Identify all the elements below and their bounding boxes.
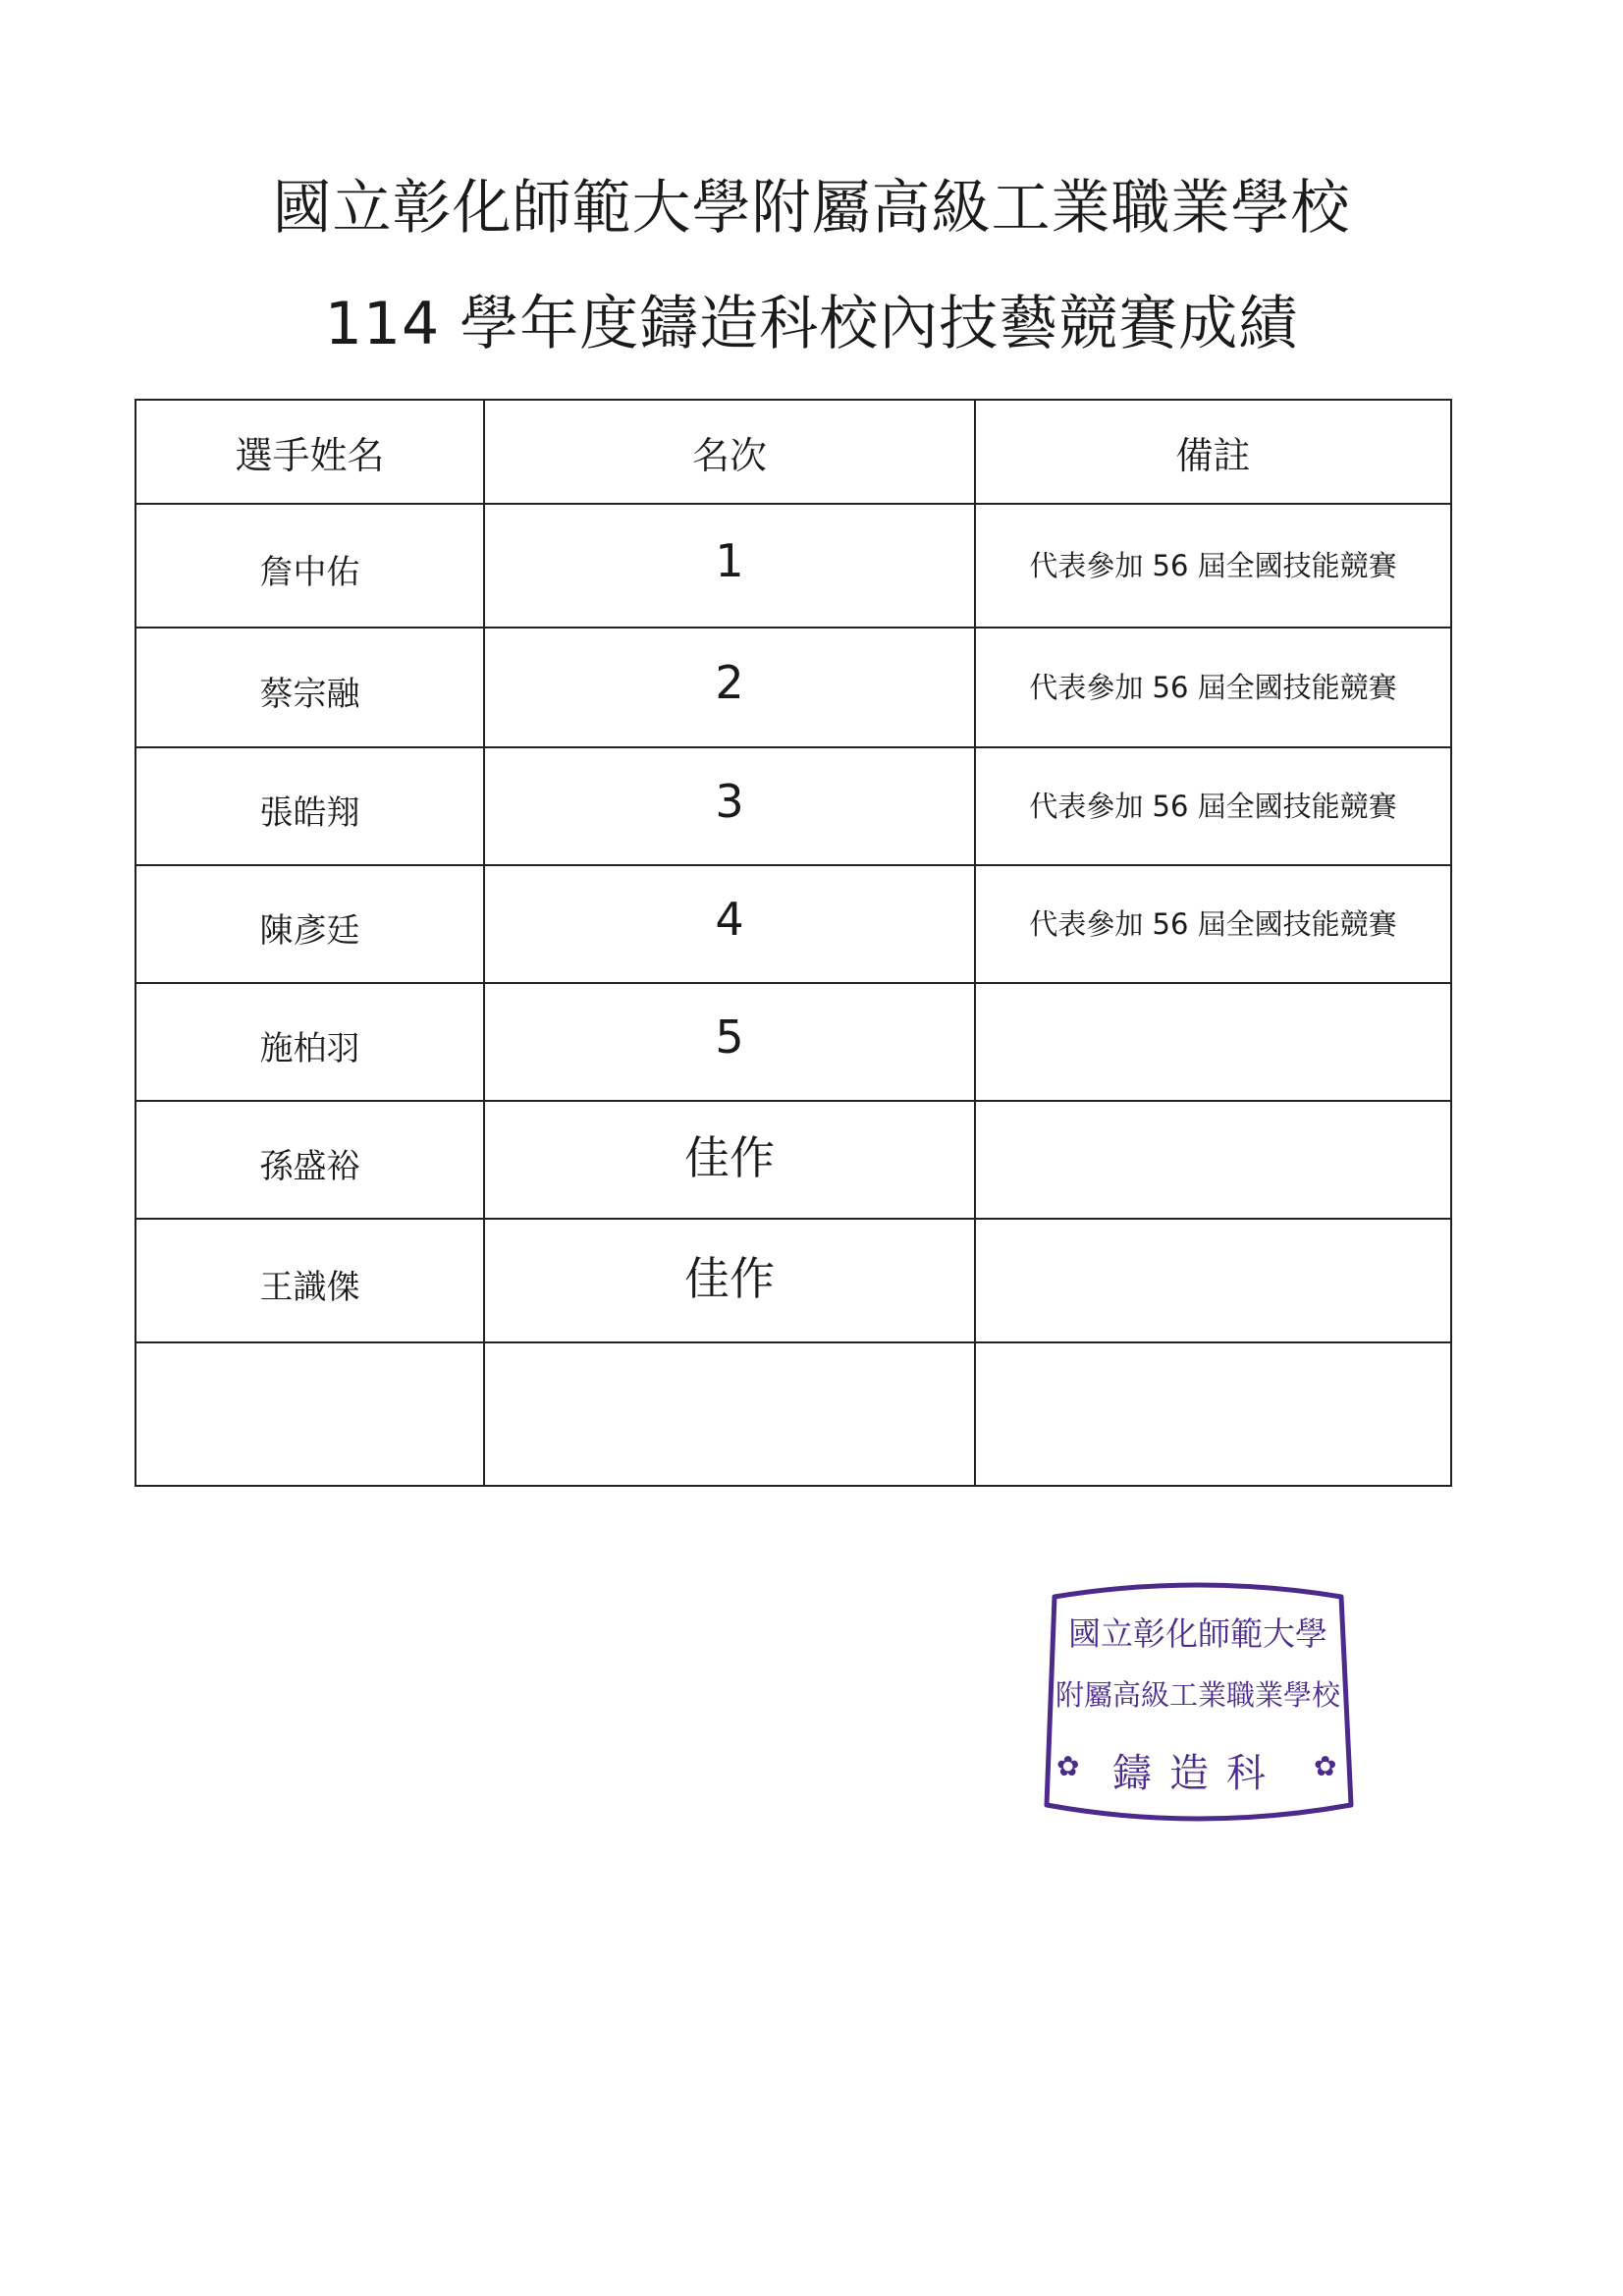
table-row [135,983,1451,1101]
player-rank [484,1342,975,1486]
document-subtitle: 114 學年度鑄造科校內技藝競賽成績 [324,290,1299,358]
seal-text-line-1: 國立彰化師範大學 [1068,1614,1327,1653]
player-note: 代表參加 56 屆全國技能競賽 [975,504,1451,628]
seal-text-line-3: 鑄造科 [1112,1751,1283,1796]
table-row [135,747,1451,865]
player-rank: 1 [484,504,975,628]
player-note [975,1342,1451,1486]
results-table [135,399,1452,1487]
department-seal [1041,1579,1355,1825]
header-note: 備註 [975,400,1451,504]
player-name: 蔡宗融 [135,628,484,747]
player-note: 代表參加 56 屆全國技能競賽 [975,747,1451,865]
player-rank: 佳作 [484,1101,975,1219]
player-name: 孫盛裕 [135,1101,484,1219]
player-rank: 4 [484,865,975,983]
player-name: 施柏羽 [135,983,484,1101]
table-row [135,504,1451,628]
player-note [975,983,1451,1101]
player-name [135,1342,484,1486]
player-rank: 2 [484,628,975,747]
player-note: 代表參加 56 屆全國技能競賽 [975,628,1451,747]
player-name: 陳彥廷 [135,865,484,983]
player-rank: 5 [484,983,975,1101]
header-name: 選手姓名 [135,400,484,504]
table-header-row [135,400,1451,504]
player-note: 代表參加 56 屆全國技能競賽 [975,865,1451,983]
document-title: 國立彰化師範大學附屬高級工業職業學校 [272,174,1351,243]
player-name: 王識傑 [135,1219,484,1342]
table-row [135,1101,1451,1219]
player-name: 張皓翔 [135,747,484,865]
player-name: 詹中佑 [135,504,484,628]
plum-blossom-icon: ✿ [1314,1750,1337,1782]
table-row-empty [135,1342,1451,1486]
player-rank: 3 [484,747,975,865]
player-note [975,1101,1451,1219]
table-row [135,628,1451,747]
table-row [135,1219,1451,1342]
player-note [975,1219,1451,1342]
header-rank: 名次 [484,400,975,504]
plum-blossom-icon: ✿ [1056,1750,1080,1782]
seal-text-line-2: 附屬高級工業職業學校 [1055,1678,1340,1712]
player-rank: 佳作 [484,1219,975,1342]
table-row [135,865,1451,983]
